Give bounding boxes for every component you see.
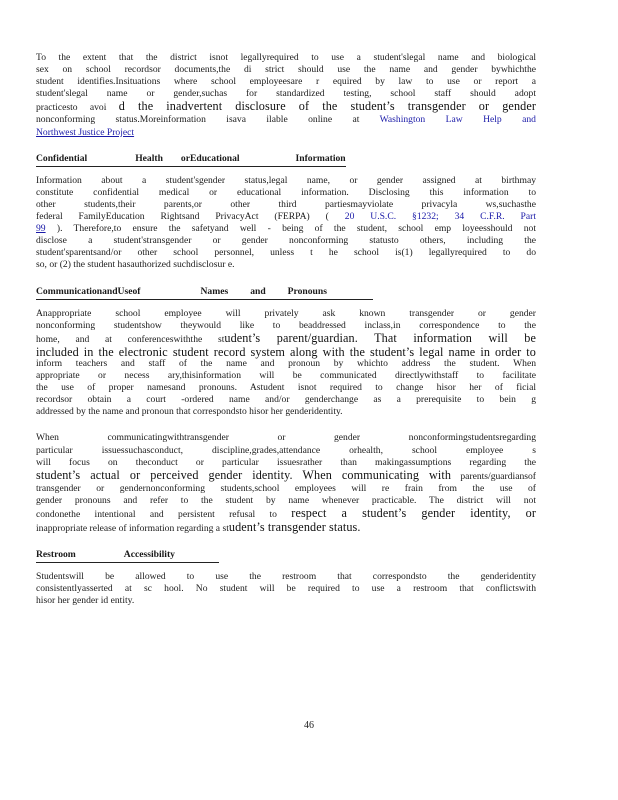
page-number: 46: [304, 720, 314, 731]
text-line: inform teachers and staff of the name and pronoun by whichto address the student. When: [36, 357, 536, 369]
text-fragment-large: udent’s parent/guardian. That information will be: [224, 330, 536, 345]
text-line: the use of proper namesand pronouns. Astudent isnot required to change hisor her of ficial: [36, 382, 536, 394]
text-fragment-large: respect a student’s gender identity, or: [291, 506, 536, 520]
washington-law-help-link[interactable]: Washington Law Help and: [379, 114, 536, 126]
text-fragment: inappropriate release of information regarding a st: [36, 523, 229, 535]
document-page: [36, 52, 536, 622]
text-fragment-large: udent’s transgender status.: [228, 520, 361, 535]
text-line: particular issuessuchasconduct, discipline,grades,attendance orhealth, school employee s: [36, 444, 536, 456]
paragraph-confidential-information: [36, 175, 536, 272]
text-line: gender pronouns and refer to the student by name whenever practicable. The district will not: [36, 494, 536, 506]
text-fragment: home, and at conferenceswiththe st: [36, 333, 225, 345]
text-line: [36, 521, 536, 535]
text-line: To the extent that the district isnot legallyrequired to use a student'slegal name and biological: [36, 52, 536, 63]
text-line: [36, 127, 536, 139]
text-fragment: condonethe intentional and persistent refusal to: [36, 509, 277, 520]
paragraph-names-pronouns: [36, 308, 536, 419]
paragraph-communicating-students: [36, 432, 536, 535]
text-fragment: parents/guardiansof: [460, 470, 536, 482]
text-line: so, or (2) the student hasauthorized suchdisclosur e.: [36, 259, 235, 271]
text-line: student'sparentsand/or other school personnel, unless t he school is(1) legallyrequired to do: [36, 247, 536, 259]
text-line: [36, 469, 536, 483]
heading-word: orEducational: [180, 152, 240, 164]
heading-word: Accessibility: [123, 549, 175, 561]
section-heading-restroom-accessibility: [36, 549, 219, 563]
text-line: student identifies.Insituations where school employeesare r equired by law to use or report a: [36, 76, 536, 88]
text-line: [36, 332, 536, 346]
text-fragment: practicesto avoi: [36, 102, 107, 114]
heading-word: Information: [295, 152, 346, 164]
text-fragment-large: d the inadvertent disclosure of the student’s transgender or gender: [118, 99, 536, 114]
text-line: Anappropriate school employee will privately ask known transgender or gender: [36, 307, 536, 319]
heading-word: Restroom: [36, 549, 76, 561]
heading-word: Names: [200, 285, 229, 297]
text-line: addressed by the name and pronoun that correspondsto hisor her genderidentity.: [36, 406, 343, 418]
text-line: student'slegal name or gender,suchas for standardized testing, school staff should adopt: [36, 88, 536, 100]
text-fragment: federal FamilyEducation Rightsand PrivacyAct (FERPA) (: [36, 211, 329, 223]
text-line: [36, 507, 536, 521]
heading-word: and: [250, 285, 266, 297]
text-line: [36, 223, 536, 235]
northwest-justice-project-link[interactable]: Northwest Justice Project: [36, 126, 135, 138]
text-line: recordsor obtain a court -ordered name and/or genderchange as a prerequisite to bein g: [36, 394, 536, 406]
heading-word: Confidential: [36, 152, 88, 164]
ferpa-part-link[interactable]: 99: [36, 223, 46, 235]
text-line: consistentlyasserted at sc hool. No student will be required to use a restroom that conflictswith: [36, 583, 536, 595]
text-line: other students,their parents,or other third partiesmayviolate privacyla ws,suchasthe: [36, 198, 536, 210]
text-line: sex on school recordsor documents,the di strict should use the name and gender bywhichthe: [36, 64, 536, 76]
heading-word: Health: [135, 152, 163, 164]
text-fragment: nonconforming status.Moreinformation isava ilable online at: [36, 114, 360, 126]
text-line: constitute confidential medical or educational information. Disclosing this information to: [36, 186, 536, 198]
text-line-large: included in the electronic student record system along with the student’s legal name in order to: [36, 344, 536, 359]
text-line: will focus on theconduct or particular issuesrather than makingassumptions regarding the: [36, 456, 536, 468]
section-heading-names-pronouns: [36, 286, 373, 300]
text-line: nonconforming studentshow theywould like to beaddressed inclass,in correspondence to the: [36, 319, 536, 331]
paragraph-restroom-accessibility: [36, 571, 536, 607]
ferpa-citation-link[interactable]: 20 U.S.C. §1232; 34 C.F.R. Part: [344, 211, 536, 223]
heading-word: CommunicationandUseof: [36, 285, 141, 297]
text-line: Studentswill be allowed to use the restroom that correspondsto the genderidentity: [36, 571, 536, 583]
text-line: hisor her gender id entity.: [36, 595, 135, 607]
text-fragment-large: th: [441, 467, 452, 482]
text-line: appropriate or necess ary,thisinformation will be communicated directlywithstaff to facilitate: [36, 370, 536, 382]
text-line: When communicatingwithtransgender or gender nonconformingstudentsregarding: [36, 432, 536, 444]
text-line: [36, 211, 536, 223]
text-line: [36, 114, 536, 126]
text-line: [36, 100, 536, 114]
text-line: disclose a student'stransgender or gender nonconforming statusto others, including the: [36, 235, 536, 247]
paragraph-district-records: [36, 52, 536, 139]
section-heading-confidential-information: [36, 153, 346, 167]
text-line: transgender or gendernonconforming students,school employees will re frain from the use of: [36, 482, 536, 494]
text-fragment-large: student’s actual or perceived gender identity. When communicating wi: [36, 467, 442, 482]
text-fragment: ). Therefore,to ensure the safetyand well - being of the student, school emp loyeesshould not: [56, 223, 536, 235]
text-line: Information about a student'sgender status,legal name, or gender assigned at birthmay: [36, 174, 536, 186]
heading-word: Pronouns: [287, 285, 327, 297]
